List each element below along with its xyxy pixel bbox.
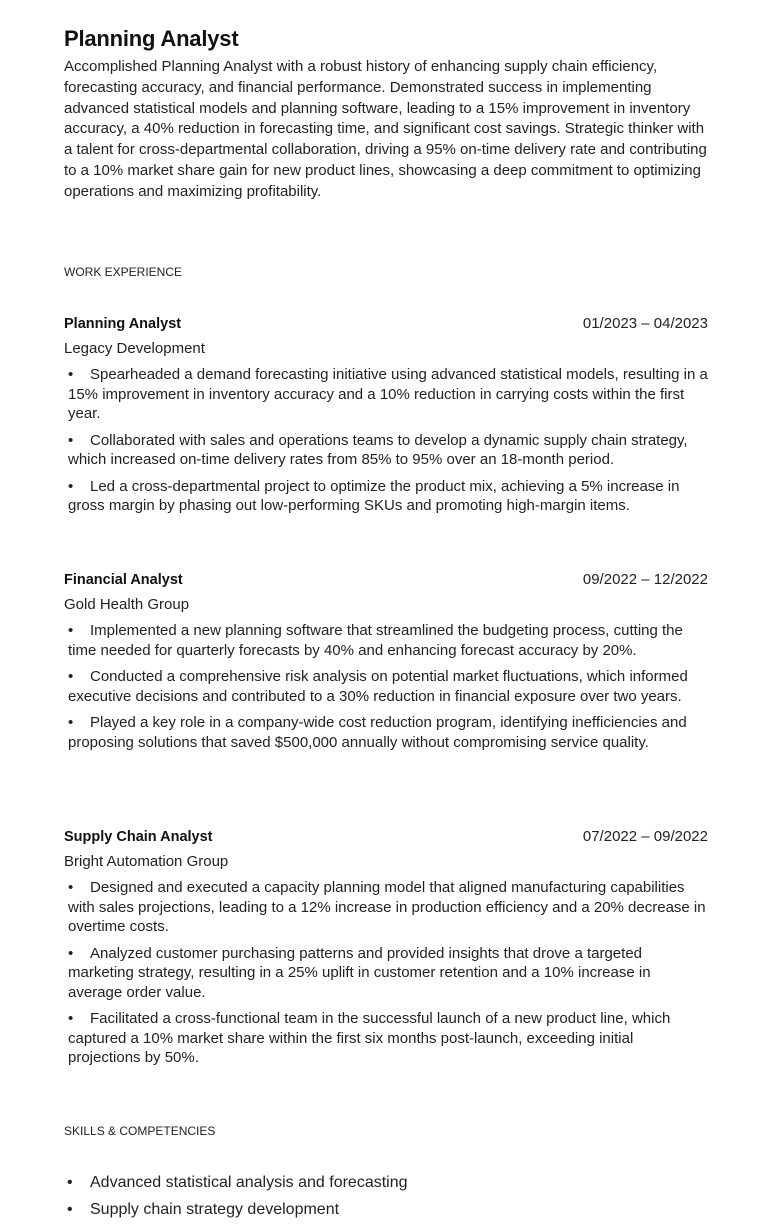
company-name: Legacy Development (64, 340, 205, 357)
job-entry (64, 315, 708, 523)
section-title-work-experience: WORK EXPERIENCE (64, 265, 183, 279)
bullet-icon: • (68, 622, 74, 639)
job-header (64, 571, 708, 593)
professional-summary: Accomplished Planning Analyst with a robust history of enhancing supply chain efficiency, forecasting accuracy, and financial performance. Demonstrated success in implementing advanced statistical models and planning software, leading to a 15% improvement in inventory accuracy, a 40% reduction in forecasting time, and significant cost savings. Strategic thinker with a talent for cross-departmental collaboration, driving a 95% on-time delivery rate and contributing to a 10% market share gain for new product lines, showcasing a deep commitment to optimizing operations and maximizing profitability. (64, 58, 707, 200)
job-bullet-list (64, 621, 708, 752)
bullet-icon: • (68, 714, 74, 731)
company-name: Bright Automation Group (64, 853, 229, 870)
job-bullet: • Collaborated with sales and operations teams to develop a dynamic supply chain strategy, which increased on-time delivery rates from 85% to 95% over an 18-month period. (68, 431, 688, 468)
job-bullet: • Conducted a comprehensive risk analysis on potential market fluctuations, which informed executive decisions and contributed to a 30% reduction in financial exposure over two years. (68, 668, 688, 705)
job-bullet: • Implemented a new planning software that streamlined the budgeting process, cutting the time needed for quarterly forecasts by 40% and enhancing forecast accuracy by 20%. (68, 622, 683, 659)
job-title: Financial Analyst (64, 572, 183, 588)
bullet-icon: • (68, 366, 74, 383)
job-dates: 07/2022 – 09/2022 (582, 828, 708, 845)
job-bullet-list (64, 878, 708, 1068)
resume-name-heading: Planning Analyst (64, 26, 239, 51)
job-bullet: • Facilitated a cross-functional team in the successful launch of a new product line, which captured a 10% market share within the first six months post-launch, exceeding initial projections by 50%. (68, 1010, 671, 1066)
job-dates: 01/2023 – 04/2023 (582, 315, 708, 332)
bullet-icon: • (68, 1010, 74, 1027)
bullet-icon: • (68, 879, 74, 896)
job-bullet: • Led a cross-departmental project to optimize the product mix, achieving a 5% increase in gross margin by phasing out low-performing SKUs and promoting high-margin items. (68, 477, 680, 514)
job-title: Supply Chain Analyst (64, 829, 213, 845)
skill-item: • Advanced statistical analysis and forecasting (64, 1169, 408, 1196)
skill-item: • Supply chain strategy development (64, 1196, 408, 1223)
job-entry (64, 571, 708, 759)
job-title: Planning Analyst (64, 316, 182, 332)
job-bullet-list (64, 365, 708, 516)
job-dates: 09/2022 – 12/2022 (582, 571, 708, 588)
company-name: Gold Health Group (64, 596, 190, 613)
bullet-icon: • (68, 944, 74, 962)
job-entry (64, 828, 708, 1075)
section-title-skills: SKILLS & COMPETENCIES (64, 1124, 216, 1138)
bullet-icon: • (68, 431, 74, 449)
job-header (64, 315, 708, 337)
job-bullet: • Played a key role in a company-wide cost reduction program, identifying inefficiencies and proposing solutions that saved $500,000 annually without compromising service quality. (68, 714, 687, 751)
job-bullet: • Designed and executed a capacity planning model that aligned manufacturing capabilities with sales projections, leading to a 12% increase in production efficiency and a 20% decrease in overtime costs. (68, 879, 706, 935)
skills-list (64, 1169, 408, 1223)
bullet-icon: • (68, 477, 74, 495)
bullet-icon: • (67, 1174, 73, 1191)
job-bullet: • Analyzed customer purchasing patterns and provided insights that drove a targeted marketing strategy, resulting in a 25% uplift in customer retention and a 10% increase in average order value. (68, 944, 651, 1001)
bullet-icon: • (68, 668, 74, 685)
bullet-icon: • (67, 1201, 73, 1218)
job-bullet: • Spearheaded a demand forecasting initiative using advanced statistical models, resulting in a 15% improvement in inventory accuracy and a 10% reduction in carrying costs within the first year. (68, 366, 708, 422)
job-header (64, 828, 708, 850)
